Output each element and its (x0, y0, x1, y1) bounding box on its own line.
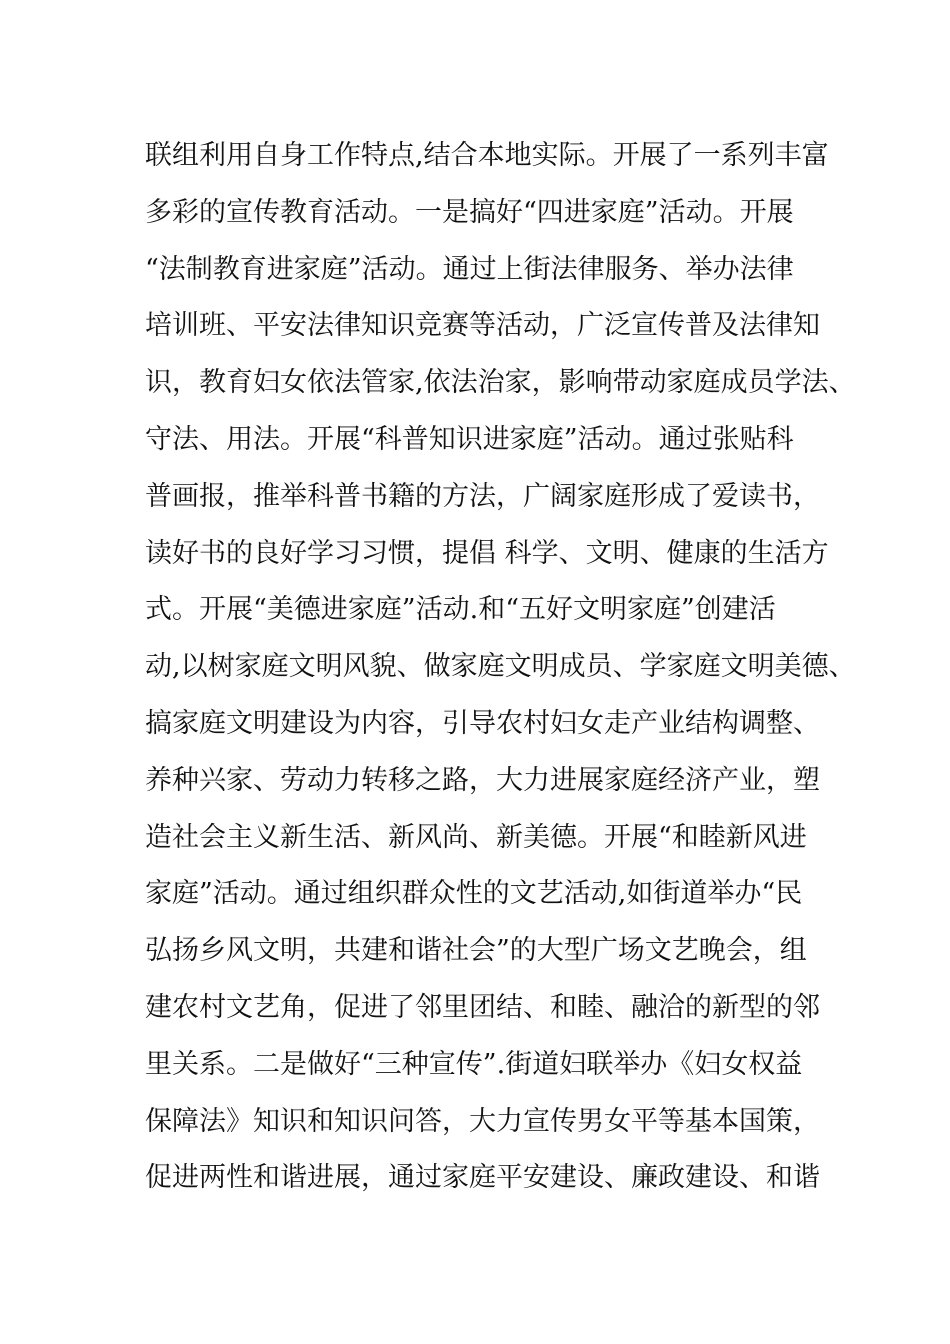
text-line: 培训班、平安法律知识竞赛等活动，广泛宣传普及法律知 (145, 310, 820, 342)
text-line: 守法、用法。开展“科普知识进家庭”活动。通过张贴科 (145, 423, 794, 455)
text-line: 造社会主义新生活、新风尚、新美德。开展“和睦新风进 (145, 821, 807, 853)
text-line: “法制教育进家庭”活动。通过上街法律服务、举办法律 (145, 253, 794, 285)
text-line: 联组利用自身工作特点,结合本地实际。开展了一系列丰富 (145, 140, 829, 171)
text-line: 普画报，推举科普书籍的方法，广阔家庭形成了爱读书， (145, 480, 820, 512)
text-line: 搞家庭文明建设为内容，引导农村妇女走产业结构调整、 (145, 707, 820, 739)
text-line: 保障法》知识和知识问答，大力宣传男女平等基本国策， (145, 1105, 820, 1137)
text-line: 家庭”活动。通过组织群众性的文艺活动,如街道举办“民 (145, 878, 803, 910)
text-line: 动,以树家庭文明风貌、做家庭文明成员、学家庭文明美德、 (145, 651, 856, 683)
text-line: 促进两性和谐进展，通过家庭平安建设、廉政建设、和谐 (145, 1162, 820, 1194)
body-paragraph (145, 128, 856, 1207)
text-line: 多彩的宣传教育活动。一是搞好“四进家庭”活动。开展 (145, 196, 794, 228)
text-line: 读好书的良好学习习惯，提倡 科学、文明、健康的生活方 (145, 537, 829, 569)
text-line: 建农村文艺角，促进了邻里团结、和睦、融洽的新型的邻 (145, 991, 820, 1023)
text-line: 弘扬乡风文明，共建和谐社会”的大型广场文艺晚会，组 (145, 935, 807, 967)
text-line: 里关系。二是做好“三种宣传”.街道妇联举办《妇女权益 (145, 1048, 803, 1080)
text-line: 式。开展“美德进家庭”活动.和“五好文明家庭”创建活 (145, 594, 776, 626)
text-line: 养种兴家、劳动力转移之路，大力进展家庭经济产业，塑 (145, 764, 820, 796)
text-line: 识，教育妇女依法管家,依法治家，影响带动家庭成员学法、 (145, 367, 856, 399)
